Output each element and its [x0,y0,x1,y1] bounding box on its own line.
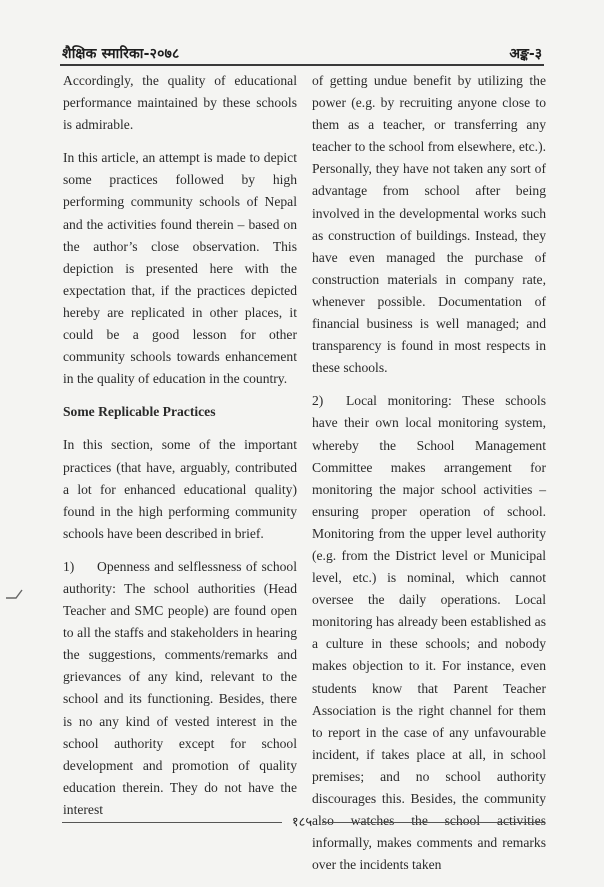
footer-rule-right [322,822,544,823]
section-heading: Some Replicable Practices [63,404,216,420]
item-text: Local monitoring: These schools have their own local monitoring system, whereby the School Management Committee makes arrangement for monitoring the major school activities – ensuring proper operation of school. Monitoring from the upper level authority (e.g. from the District level or Municipal level, etc.) is nominal, which cannot oversee the daily operations. Local monitoring has already been established as a culture in these schools; and nobody makes objection to it. For instance, even students know that Parent Teacher Association is the right channel for them to report in the case of any unfavourable incident, if takes place at all, in school premises; and no school authority discourages this. Besides, the community also watches the school activities informally, makes comments and remarks over the incidents taken [312,393,546,873]
paragraph: In this section, some of the important practices (that have, arguably, contributed a lot for enhanced educational quality) found in the high performing community schools have been described in brief. [63,437,297,541]
journal-title: शैक्षिक स्मारिका-२०७८ [62,46,180,62]
left-column [63,70,297,832]
item-text: Openness and selflessness of school authority: The school authorities (Head Teacher and SMC people) are found open to all the staffs and stakeholders in hearing the suggestions, comments/remarks and grievances of any kind, relevant to the school and its functioning. Besides, there is no any kind of vested interest in the school authority except for school development and promotion of quality education therein. They do not have the interest [63,558,297,817]
item-number: 1) [63,558,75,574]
margin-mark-icon [4,586,26,602]
paragraph: In this article, an attempt is made to depict some practices followed by high performing community schools of Nepal and the activities found therein – based on the author’s close observation. This depiction is presented here with the expectation that, if the practices depicted hereby are replicated in other places, it could be a good lesson for other community schools towards enhancement in the quality of education in the country. [63,150,297,387]
paragraph: Accordingly, the quality of educational performance maintained by these schools is admirable. [63,73,297,133]
issue-label: अङ्क-३ [509,46,542,62]
item-number: 2) [312,393,324,409]
footer-rule-left [62,822,282,823]
numbered-item-2 [312,390,546,876]
page-number: १८५ [291,815,313,830]
numbered-item-1 [63,556,297,821]
paragraph: of getting undue benefit by utilizing the power (e.g. by recruiting anyone close to them as a teacher, or transferring any teacher to the school from elsewhere, etc.). Personally, they have not taken any sort of advantage from school after being involved in the developmental works such as construction of buildings. Instead, they have even managed the purchase of construction materials in company rate, whenever possible. Documentation of financial business is well managed; and transparency is found in most respects in these schools. [312,73,546,376]
header-rule [60,64,544,66]
right-column [312,70,546,887]
